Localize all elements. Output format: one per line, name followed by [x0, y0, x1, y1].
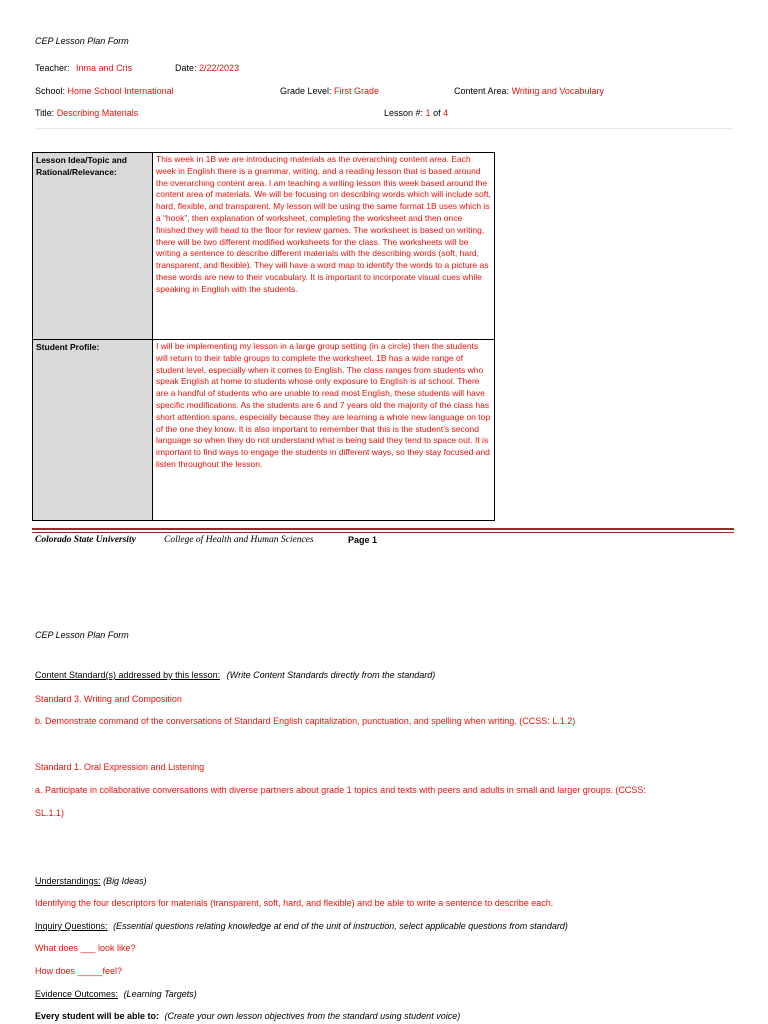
student-profile-text: I will be implementing my lesson in a large group setting (in a circle) then the students will return to their table groups to complete the worksheet. 1B has a wide range of student level, especially when it comes to English. The class ranges from students who speak English at home to students whose only exposure to English is at school. There are a handful of students who are unable to read most English, these students will have specific modifications. As the students are 6 and 7 years old the majority of the class has short attention spans, especially because they are learning a whole new language on top of the one they know. It is also important to remember that this is the student’s second language so when they do not understand what is being said they tend to space out. It is important to find ways to engage the students in different ways, so they stay focused and listen throughout the lesson.: [153, 340, 495, 521]
student-profile-label: Student Profile:: [33, 340, 153, 521]
table-row: [33, 153, 495, 340]
content-area-field: [454, 86, 604, 96]
evidence-heading: Evidence Outcomes:: [35, 989, 119, 999]
standard-1-a-line1: a. Participate in collaborative conversations with diverse partners about grade 1 topics and texts with peers and adults in small and larger groups. (CCSS:: [35, 785, 646, 795]
teacher-field: [35, 63, 132, 73]
footer-page-number: Page 1: [348, 535, 378, 545]
date-label: Date:: [175, 63, 197, 73]
grade-label: Grade Level:: [280, 86, 332, 96]
grade-field: [280, 86, 379, 96]
understandings-text: Identifying the four descriptors for materials (transparent, soft, hard, and flexible) and be able to write a sentence to describe each.: [35, 898, 554, 908]
content-standards-heading-line: [35, 670, 435, 680]
content-standards-heading: Content Standard(s) addressed by this lesson:: [35, 670, 221, 680]
footer-rule: [32, 528, 734, 530]
form-title-page2: CEP Lesson Plan Form: [35, 630, 129, 640]
inquiry-note: (Essential questions relating knowledge at end of the unit of instruction, select applicable questions from standard): [113, 921, 568, 931]
standard-3-b: b. Demonstrate command of the conversations of Standard English capitalization, punctuation, and spelling when writing. (CCSS: L.1.2): [35, 716, 576, 726]
standard-1-title: Standard 1. Oral Expression and Listening: [35, 762, 205, 772]
school-label: School:: [35, 86, 66, 96]
date-value: 2/22/2023: [199, 63, 240, 73]
inquiry-question-1: What does ___ look like?: [35, 943, 136, 953]
standard-3-title: Standard 3. Writing and Composition: [35, 694, 182, 704]
content-area-label: Content Area:: [454, 86, 510, 96]
lesson-of-text: of: [433, 108, 441, 118]
title-field: [35, 108, 138, 118]
footer-university: Colorado State University: [35, 535, 136, 545]
inquiry-question-2: How does _____feel?: [35, 966, 123, 976]
understandings-line: [35, 876, 147, 886]
lesson-number-value: 1: [425, 108, 431, 118]
date-field: [175, 63, 239, 73]
every-student-line: [35, 1011, 460, 1021]
understandings-note: (Big Ideas): [103, 876, 147, 886]
lesson-plan-table: [32, 152, 495, 521]
inquiry-heading: Inquiry Questions:: [35, 921, 108, 931]
school-value: Home School International: [67, 86, 174, 96]
evidence-line: [35, 989, 197, 999]
understandings-heading: Understandings:: [35, 876, 101, 886]
inquiry-line: [35, 921, 568, 931]
teacher-value: Inma and Cris: [76, 63, 133, 73]
content-area-value: Writing and Vocabulary: [511, 86, 604, 96]
lesson-number-label: Lesson #:: [384, 108, 424, 118]
content-standards-note: (Write Content Standards directly from the standard): [226, 670, 436, 680]
lesson-total-value: 4: [443, 108, 449, 118]
title-value: Describing Materials: [56, 108, 139, 118]
header-divider: [35, 128, 733, 129]
school-field: [35, 86, 174, 96]
footer-college: College of Health and Human Sciences: [164, 535, 314, 545]
lesson-idea-label: Lesson Idea/Topic and Rational/Relevance:: [33, 153, 153, 340]
standard-1-a-line2: SL.1.1): [35, 808, 65, 818]
every-student-heading: Every student will be able to:: [35, 1011, 160, 1021]
footer-rule-thin: [32, 532, 734, 533]
table-row: [33, 340, 495, 521]
form-title: CEP Lesson Plan Form: [35, 36, 129, 46]
every-student-note: (Create your own lesson objectives from the standard using student voice): [164, 1011, 461, 1021]
lesson-idea-text: This week in 1B we are introducing materials as the overarching content area. Each week in English there is a grammar, writing, and a reading lesson that is based around the overarching content area. I am teaching a writing lesson this week based around the content area of materials. We will be focusing on describing words which will include soft, hard, flexible, and transparent. My lesson will be using the same format 1B uses which is a “hook”, then explanation of worksheet, completing the worksheet and then once finished they will head to the floor for review games. The worksheet is based on writing, there will be two different modified worksheets for the class. The worksheets will be writing a sentence to describe different materials with the describing words (soft, hard, transparent, and flexible). They will have a word map to identify the words to a picture as these words are new to their vocabulary. It is important to incorporate visual cues while speaking in English with the students.: [153, 153, 495, 340]
lesson-number-field: [384, 108, 448, 118]
teacher-label: Teacher:: [35, 63, 70, 73]
title-label: Title:: [35, 108, 55, 118]
evidence-note: (Learning Targets): [123, 989, 197, 999]
grade-value: First Grade: [334, 86, 380, 96]
